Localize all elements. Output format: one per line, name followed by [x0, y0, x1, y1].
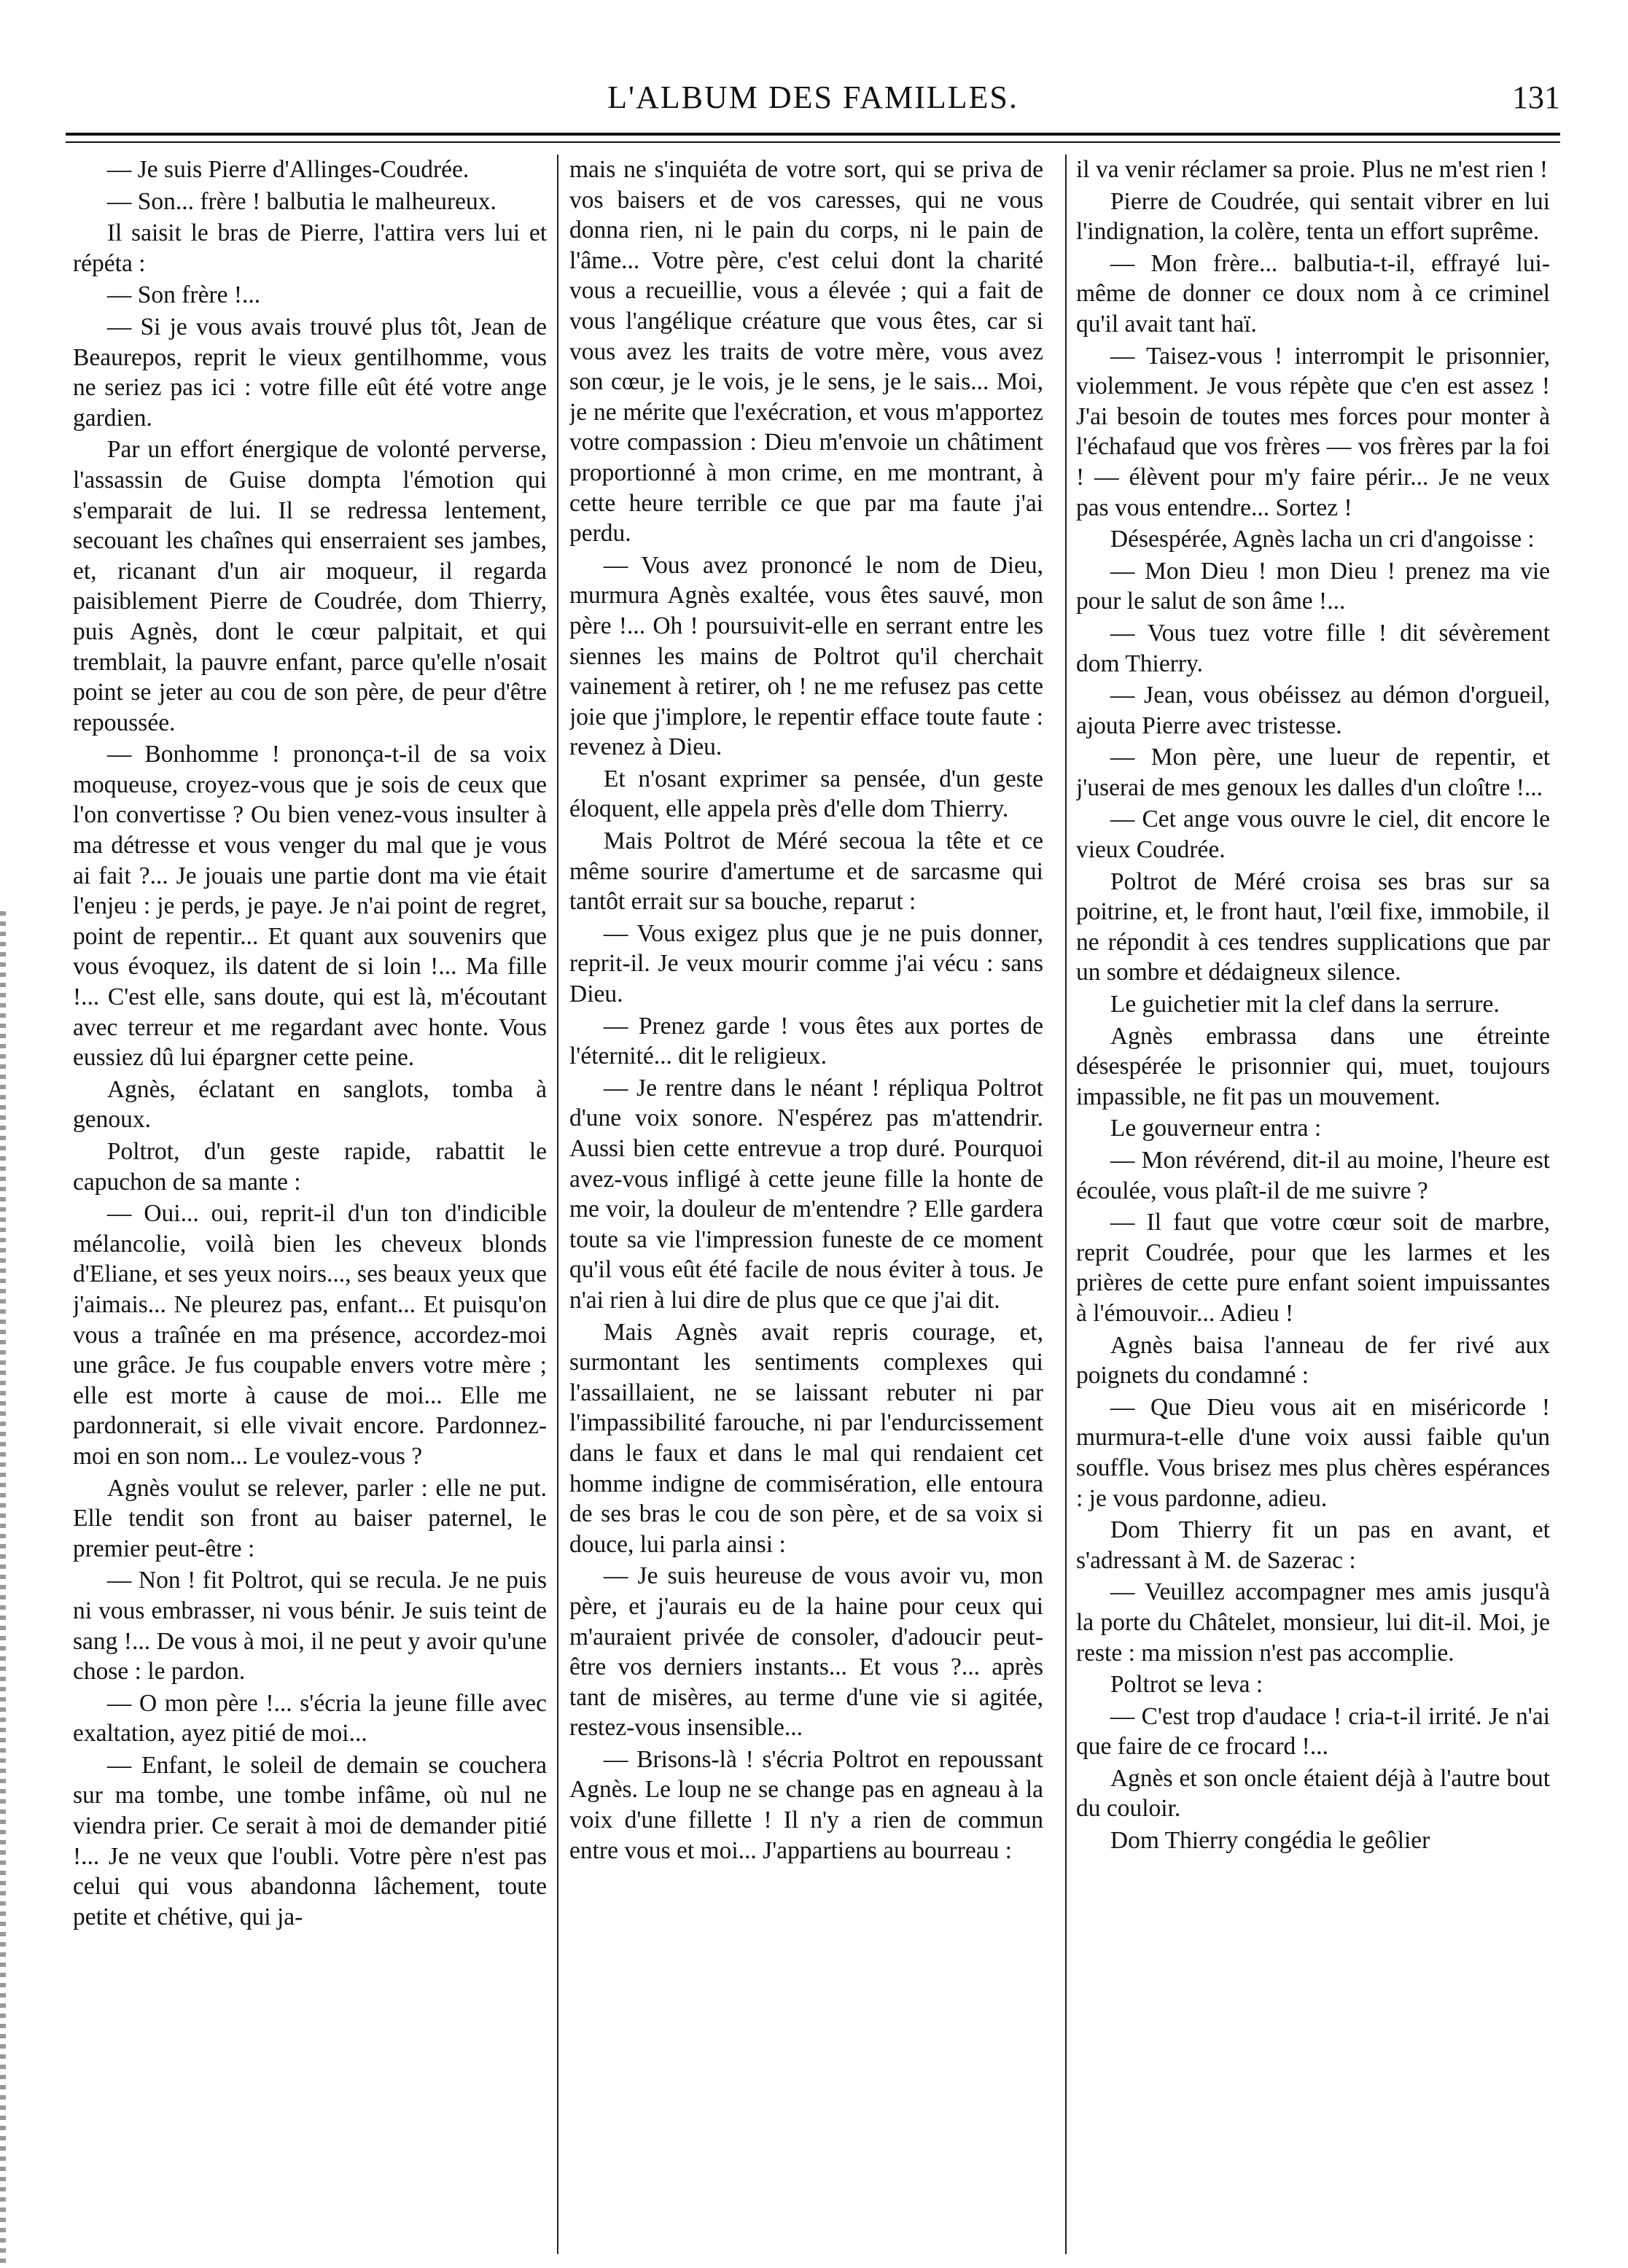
paragraph: — C'est trop d'audace ! cria-t-il irrité. Je n'ai que faire de ce frocard !...	[1076, 1702, 1550, 1761]
paragraph: Poltrot de Méré croisa ses bras sur sa poitrine, et, le front haut, l'œil fixe, immobile, il ne répondit à ces tendres supplications que par un sombre et dédaigneux silence.	[1076, 868, 1550, 986]
paragraph: — Vous tuez votre fille ! dit sévèrement dom Thierry.	[1076, 619, 1550, 677]
paragraph: Agnès et son oncle étaient déjà à l'autre bout du couloir.	[1076, 1764, 1550, 1823]
paragraph: Par un effort énergique de volonté perverse, l'assassin de Guise dompta l'émotion qui s'emparait de lui. Il se redressa lentement, secouant les chaînes qui enserraient ses jambes, et, ricanant d'un air moqueur, il regarda paisiblement Pierre de Coudrée, dom Thierry, puis Agnès, dont le cœur palpitait, et qui tremblait, la pauvre enfant, parce qu'elle n'osait point se jeter au cou de son père, de peur d'être repoussée.	[73, 436, 547, 736]
header-rule-thick	[66, 133, 1560, 136]
paragraph: — Vous avez prononcé le nom de Dieu, murmura Agnès exaltée, vous êtes sauvé, mon père !... Oh ! poursuivit-elle en serrant entre les siennes les mains de Poltrot qu'il cherchait vainement à retirer, oh ! ne me refusez pas cette joie que j'implore, le repentir efface toute faute : revenez à Dieu.	[569, 551, 1043, 761]
paragraph: — Mon révérend, dit-il au moine, l'heure est écoulée, vous plaît-il de me suivre ?	[1076, 1147, 1550, 1204]
header-rule-thin	[66, 141, 1560, 143]
paragraph: — Son frère !...	[106, 281, 261, 309]
paragraph: — Prenez garde ! vous êtes aux portes de l'éternité... dit le religieux.	[569, 1012, 1043, 1070]
paragraph: il va venir réclamer sa proie. Plus ne m'est rien !	[1076, 156, 1548, 183]
paragraph: Et n'osant exprimer sa pensée, d'un geste éloquent, elle appela près d'elle dom Thierry.	[569, 765, 1043, 823]
column-1	[73, 155, 547, 2254]
paragraph: — Brisons-là ! s'écria Poltrot en repoussant Agnès. Le loup ne se change pas en agneau à la voix d'une fillette ! Il n'y a rien de commun entre vous et moi... J'appartiens au bourreau :	[569, 1745, 1043, 1864]
paragraph: Agnès baisa l'anneau de fer rivé aux poignets du condamné :	[1076, 1331, 1550, 1390]
running-title: L'ALBUM DES FAMILLES.	[607, 79, 1019, 115]
paragraph: — Cet ange vous ouvre le ciel, dit encore le vieux Coudrée.	[1076, 806, 1550, 864]
paragraph: — Jean, vous obéissez au démon d'orgueil, ajouta Pierre avec tristesse.	[1076, 682, 1550, 739]
paragraph: Dom Thierry fit un pas en avant, et s'adressant à M. de Sazerac :	[1076, 1516, 1550, 1574]
column-3	[1076, 155, 1550, 2254]
paragraph: Il saisit le bras de Pierre, l'attira vers lui et répéta :	[73, 219, 547, 277]
page-number: 131	[1512, 79, 1560, 115]
binding-edge-decoration	[0, 911, 6, 2267]
paragraph: — Je suis Pierre d'Allinges-Coudrée.	[106, 156, 470, 183]
paragraph: Poltrot se leva :	[1110, 1671, 1263, 1699]
paragraph: — Je rentre dans le néant ! répliqua Poltrot d'une voix sonore. N'espérez pas m'attendrir. Aussi bien cette entrevue a trop duré. Pourquoi avez-vous infligé à cette jeune fille la honte de me voir, la douleur de m'entendre ? Elle gardera toute sa vie l'impression funeste de ce moment qu'il vous eût été facile de nous éviter à tous. Je n'ai rien à lui dire de plus que ce que j'ai dit.	[569, 1074, 1043, 1314]
paragraph: — Veuillez accompagner mes amis jusqu'à la porte du Châtelet, monsieur, lui dit-il. Moi, je reste : ma mission n'est pas accomplie.	[1076, 1578, 1550, 1667]
paragraph: — O mon père !... s'écria la jeune fille avec exaltation, ayez pitié de moi...	[73, 1689, 547, 1747]
paragraph: Mais Agnès avait repris courage, et, surmontant les sentiments complexes qui l'assaillaient, ne se laissant rebuter ni par l'impassibilité farouche, ni par l'endurcissement dans le faux et dans le mal qui rendaient cet homme indigne de commisération, elle entoura de ses bras le cou de son père, et de sa voix si douce, lui parla ainsi :	[569, 1318, 1043, 1558]
paragraph: — Mon frère... balbutia-t-il, effrayé lui-même de donner ce doux nom à ce criminel qu'il avait tant haï.	[1076, 249, 1550, 338]
text-columns	[73, 155, 1560, 2254]
paragraph: — Je suis heureuse de vous avoir vu, mon père, et j'aurais eu de la haine pour ceux qui m'auraient privée de consoler, d'adoucir peut-être vos derniers instants... Et vous ?... après tant de misères, au terme d'une vie si agitée, restez-vous insensible...	[569, 1562, 1043, 1742]
paragraph: — Mon père, une lueur de repentir, et j'userai de mes genoux les dalles d'un cloître !...	[1076, 744, 1550, 801]
paragraph: Pierre de Coudrée, qui sentait vibrer en lui l'indignation, la colère, tenta un effort suprême.	[1076, 187, 1550, 246]
column-2	[569, 155, 1043, 2254]
paragraph: — Si je vous avais trouvé plus tôt, Jean de Beaurepos, reprit le vieux gentilhomme, vous ne seriez pas ici : votre fille eût été votre ange gardien.	[73, 313, 547, 432]
column-separator	[557, 155, 558, 2254]
paragraph: Désespérée, Agnès lacha un cri d'angoisse :	[1110, 526, 1535, 553]
paragraph: — Non ! fit Poltrot, qui se recula. Je ne puis ni vous embrasser, ni vous bénir. Je suis teint de sang !... De vous à moi, il ne peut y avoir qu'une chose : le pardon.	[73, 1567, 547, 1686]
paragraph: Dom Thierry congédia le geôlier	[1110, 1827, 1430, 1855]
paragraph: — Oui... oui, reprit-il d'un ton d'indicible mélancolie, voilà bien les cheveux blonds d'Eliane, et ses yeux noirs..., ses beaux yeux que j'aimais... Ne pleurez pas, enfant... Et puisqu'on vous a traînée en ma présence, accordez-moi une grâce. Je fus coupable envers votre mère ; elle est morte à cause de moi... Elle me pardonnerait, si elle vivait encore. Pardonnez-moi en son nom... Le voulez-vous ?	[73, 1200, 547, 1470]
paragraph: Agnès voulut se relever, parler : elle ne put. Elle tendit son front au baiser paternel, le premier peut-être :	[73, 1474, 547, 1562]
paragraph: — Il faut que votre cœur soit de marbre, reprit Coudrée, pour que les larmes et les prières de cette pure enfant soient impuissantes à l'émouvoir... Adieu !	[1076, 1209, 1550, 1327]
paragraph: — Que Dieu vous ait en miséricorde ! murmura-t-elle d'une voix aussi faible qu'un souffle. Vous brisez mes plus chères espérances : je vous pardonne, adieu.	[1076, 1393, 1550, 1512]
paragraph: Poltrot, d'un geste rapide, rabattit le capuchon de sa mante :	[73, 1138, 547, 1196]
paragraph: mais ne s'inquiéta de votre sort, qui se priva de vos baisers et de vos caresses, qui ne vous donna rien, ni le pain du corps, ni le pain de l'âme... Votre père, c'est celui dont la charité vous a recueillie, vous a élevée ; qui a fait de vous l'angélique créature que vous êtes, car si vous avez les traits de votre mère, vous avez son cœur, je le vois, je le sens, je le sais... Moi, je ne mérite que l'exécration, et vous m'apportez votre compassion : Dieu m'envoie un châtiment proportionné à mon crime, en me montrant, à cette heure terrible ce que par ma faute j'ai perdu.	[569, 156, 1043, 547]
paragraph: — Vous exigez plus que je ne puis donner, reprit-il. Je veux mourir comme j'ai vécu : sans Dieu.	[569, 919, 1043, 1008]
paragraph: — Mon Dieu ! mon Dieu ! prenez ma vie pour le salut de son âme !...	[1076, 557, 1550, 615]
column-separator	[1065, 155, 1067, 2254]
paragraph: — Bonhomme ! prononça-t-il de sa voix moqueuse, croyez-vous que je sois de ceux que l'on convertisse ? Ou bien venez-vous insulter à ma détresse et vous venger du mal que je vous ai fait ?... Je jouais une partie dont ma vie était l'enjeu : je perds, je paye. Je n'ai point de regret, point de repentir... Et quant aux souvenirs que vous évoquez, ils datent de si loin !... Ma fille !... C'est elle, sans doute, qui est là, m'écoutant avec terreur et me regardant avec honte. Vous eussiez dû lui épargner cette peine.	[73, 741, 547, 1072]
paragraph: Le guichetier mit la clef dans la serrure.	[1110, 991, 1500, 1018]
paragraph: — Enfant, le soleil de demain se couchera sur ma tombe, une tombe infâme, où nul ne viendra prier. Ce serait à moi de demander pitié !... Je ne veux que l'oubli. Votre père n'est pas celui qui vous abandonna lâchement, toute petite et chétive, qui ja-	[73, 1751, 547, 1930]
paragraph: Le gouverneur entra :	[1110, 1115, 1322, 1142]
paragraph: — Taisez-vous ! interrompit le prisonnier, violemment. Je vous répète que c'en est assez ! J'ai besoin de toutes mes forces pour monter à l'échafaud que vos frères — vos frères par la foi ! — élèvent pour m'y faire périr... Je ne veux pas vous entendre... Sortez !	[1076, 342, 1550, 521]
paragraph: Agnès, éclatant en sanglots, tomba à genoux.	[73, 1075, 547, 1134]
paragraph: Agnès embrassa dans une étreinte désespérée le prisonnier qui, muet, toujours impassible, ne fit pas un mouvement.	[1076, 1022, 1550, 1110]
page-header	[66, 79, 1560, 130]
paragraph: — Son... frère ! balbutia le malheureux.	[106, 187, 496, 215]
paragraph: Mais Poltrot de Méré secoua la tête et ce même sourire d'amertume et de sarcasme qui tantôt errait sur sa bouche, reparut :	[569, 827, 1043, 916]
